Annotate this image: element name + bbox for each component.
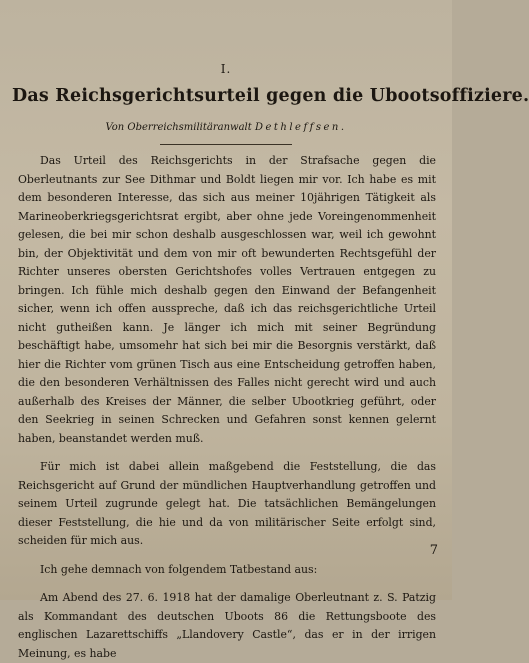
paragraph: Für mich ist dabei allein maßgebend die Feststellung, die das Reichsgericht auf Grund der mündlichen Hauptverhandlung getroffen und seinem Urteil zugrunde gelegt hat. Die tatsächlichen Bemängelungen dieser Feststellung, die hie und da von militärischer Seite erfolgt sind, scheiden für mich aus.	[18, 460, 436, 547]
paragraph: Das Urteil des Reichsgerichts in der Strafsache gegen die Oberleutnants zur See Dithmar und Boldt liegen mir vor. Ich habe es mit dem besonderen Interesse, das sich aus meiner 10jährigen Tätigkeit als Marineoberkriegsgerichtsrat ergibt, aber ohne jede Voreingenommenheit gelesen, die bei mir schon deshalb ausgeschlossen war, weil ich gewohnt bin, der Objektivität und dem von mir oft bewunderten Rechtsgefühl der Richter unseres obersten Gerichtshofes volles Vertrauen entgegen zu bringen. Ich fühle mich deshalb gegen den Einwand der Befangenheit sicher, wenn ich offen ausspreche, daß ich das reichsgerichtliche Urteil nicht gutheißen kann. Je länger ich mich mit seiner Begründung beschäftigt habe, umsomehr hat sich bei mir die Besorgnis verstärkt, daß hier die Richter vom grünen Tisch aus eine Entscheidung getroffen haben, die den besonderen Verhältnissen des Falles nicht gerecht wird und auch außerhalb des Kreises der Männer, die selber Ubootkrieg geführt, oder den Seekrieg in seinen Schrecken und Gefahren sonst kennen gelernt haben, beanstandet werden muß.	[18, 154, 436, 445]
paragraph: Ich gehe demnach von folgendem Tatbestand aus:	[40, 562, 318, 576]
paragraph: Am Abend des 27. 6. 1918 hat der damalige Oberleutnant z. S. Patzig als Kommandant des deutschen Uboots 86 die Rettungsboote des englischen Lazarettschiffs „Llandovery Castle“, das er in der irrigen Meinung, es habe	[18, 591, 436, 660]
chapter-title: Das Reichsgerichtsurteil gegen die Ubootsoffiziere.	[12, 86, 529, 106]
byline-prefix: Von Oberreichsmilitäranwalt	[105, 122, 252, 133]
title-rule	[160, 144, 292, 145]
section-number: I.	[220, 62, 232, 76]
body-text	[18, 152, 436, 663]
byline	[0, 122, 452, 133]
byline-author: Dethleffsen.	[254, 122, 347, 133]
page-number: 7	[429, 543, 438, 558]
